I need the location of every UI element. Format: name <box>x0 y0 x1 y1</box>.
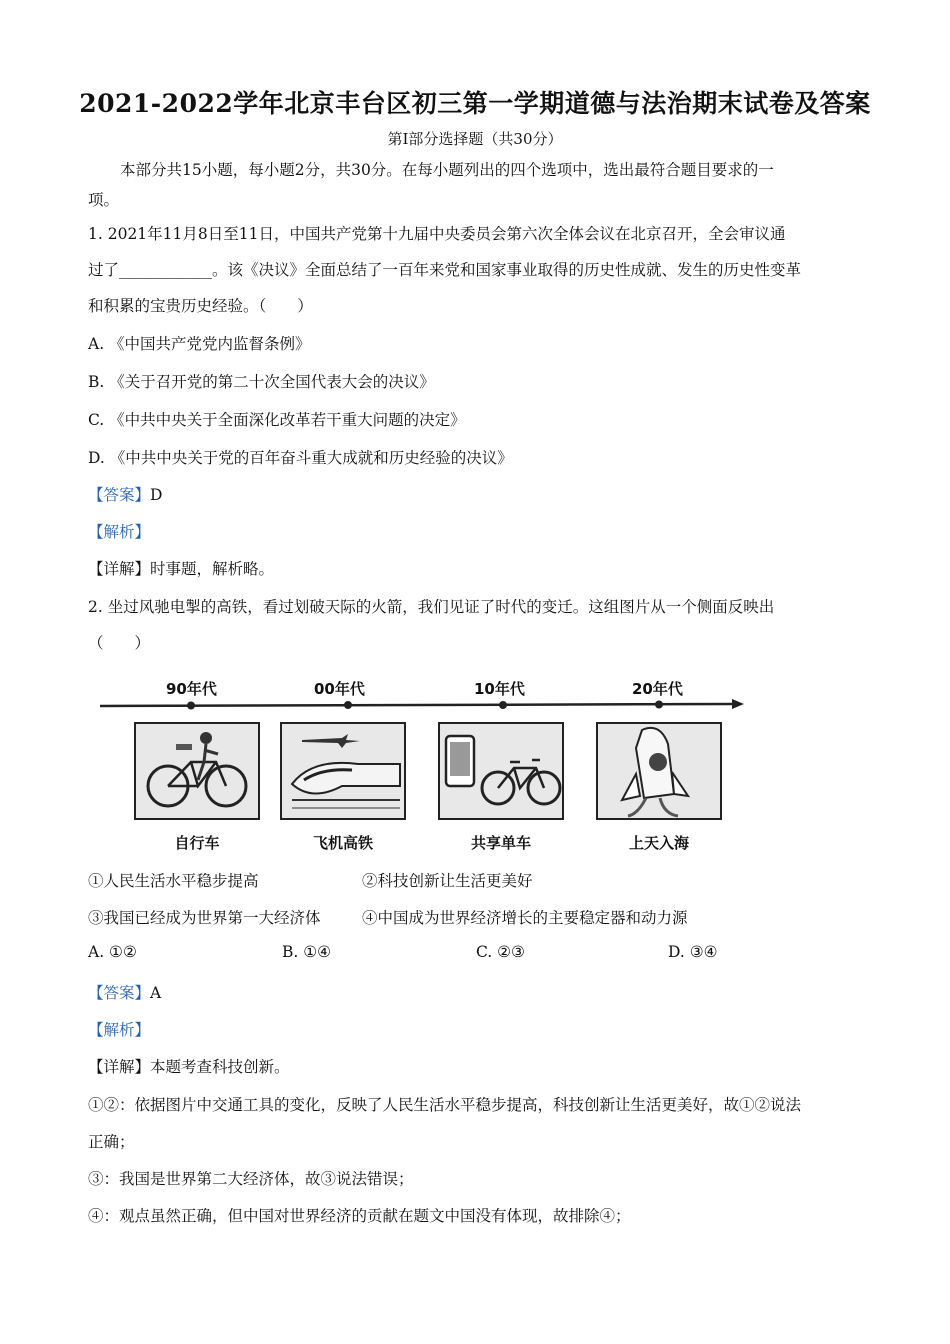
q1-answer <box>88 483 162 505</box>
era-label: 90年代 <box>166 680 217 698</box>
bicycle-icon <box>136 724 258 818</box>
answer-tag: 【答案】 <box>88 486 151 504</box>
answer-value: D <box>150 486 163 504</box>
section-heading: 第Ⅰ部分选择题（共30分） <box>387 130 563 148</box>
q2-answer <box>88 981 161 1003</box>
q2-item-3: ③我国已经成为世界第一大经济体 <box>88 909 321 927</box>
shared-bike-icon <box>440 724 562 818</box>
detail-text: 时事题，解析略。 <box>150 560 275 578</box>
era-label: 20年代 <box>632 680 683 698</box>
q2-explanation-1-cont: 正确； <box>88 1133 135 1151</box>
q2-explanation-2: ③：我国是世界第二大经济体，故③说法错误； <box>88 1170 414 1188</box>
document-title: 2021-2022学年北京丰台区初三第一学期道德与法治期末试卷及答案 <box>79 89 871 118</box>
timeline-figure <box>96 664 746 860</box>
q1-stem-line-1: 1. 2021年11月8日至11日，中国共产党第十九届中央委员会第六次全体会议在北京召开，全会审议通 <box>88 225 786 243</box>
answer-tag: 【答案】 <box>88 984 151 1002</box>
picture-caption: 飞机高铁 <box>312 834 373 852</box>
q2-item-2: ②科技创新让生活更美好 <box>362 872 533 890</box>
q1-stem-line-3: 和积累的宝贵历史经验。（ ） <box>88 297 313 315</box>
answer-value: A <box>150 984 162 1002</box>
rocket-icon <box>598 724 720 818</box>
picture-caption: 上天入海 <box>628 834 689 852</box>
q1-option-a: A. 《中国共产党党内监督条例》 <box>88 335 311 353</box>
q2-explanation-3: ④：观点虽然正确，但中国对世界经济的贡献在题文中国没有体现，故排除④； <box>88 1207 631 1225</box>
q2-choice-a: A. ①② <box>88 943 137 961</box>
timeline-arrow <box>96 698 746 714</box>
q2-choice-b: B. ①④ <box>282 943 332 961</box>
rocket-illustration <box>596 722 722 820</box>
era-label: 10年代 <box>474 680 525 698</box>
q1-stem-line-2: 过了____________。该《决议》全面总结了一百年来党和国家事业取得的历史性成就、发生的历史性变革 <box>88 261 802 279</box>
q2-choice-d: D. ③④ <box>668 943 718 961</box>
detail-text: 本题考查科技创新。 <box>150 1058 290 1076</box>
q1-detail <box>88 557 274 579</box>
q2-choice-c: C. ②③ <box>476 943 525 961</box>
q1-option-c: C. 《中共中央关于全面深化改革若干重大问题的决定》 <box>88 411 466 429</box>
era-label: 00年代 <box>314 680 365 698</box>
q2-analysis-tag: 【解析】 <box>88 1021 151 1039</box>
intro-line-1: 本部分共15小题，每小题2分，共30分。在每小题列出的四个选项中，选出最符合题目要求的一 <box>120 161 774 179</box>
q2-explanation-1: ①②：依据图片中交通工具的变化，反映了人民生活水平稳步提高，科技创新让生活更美好，故①②说法 <box>88 1096 802 1114</box>
q2-item-4: ④中国成为世界经济增长的主要稳定器和动力源 <box>362 909 688 927</box>
q2-stem-line-2: （ ） <box>88 634 151 652</box>
intro-line-2: 项。 <box>88 191 120 209</box>
q1-analysis-tag: 【解析】 <box>88 523 151 541</box>
shared-bike-illustration <box>438 722 564 820</box>
picture-caption: 自行车 <box>174 834 220 852</box>
picture-caption: 共享单车 <box>470 834 531 852</box>
q2-item-1: ①人民生活水平稳步提高 <box>88 872 259 890</box>
q2-detail <box>88 1055 290 1077</box>
detail-tag: 【详解】 <box>88 1058 151 1076</box>
q1-option-d: D. 《中共中央关于党的百年奋斗重大成就和历史经验的决议》 <box>88 449 513 467</box>
train-icon <box>282 724 404 818</box>
detail-tag: 【详解】 <box>88 560 151 578</box>
plane-train-illustration <box>280 722 406 820</box>
q1-option-b: B. 《关于召开党的第二十次全国代表大会的决议》 <box>88 373 435 391</box>
bicycle-illustration <box>134 722 260 820</box>
q2-stem-line-1: 2. 坐过风驰电掣的高铁，看过划破天际的火箭，我们见证了时代的变迁。这组图片从一个侧面反映出 <box>88 598 775 616</box>
